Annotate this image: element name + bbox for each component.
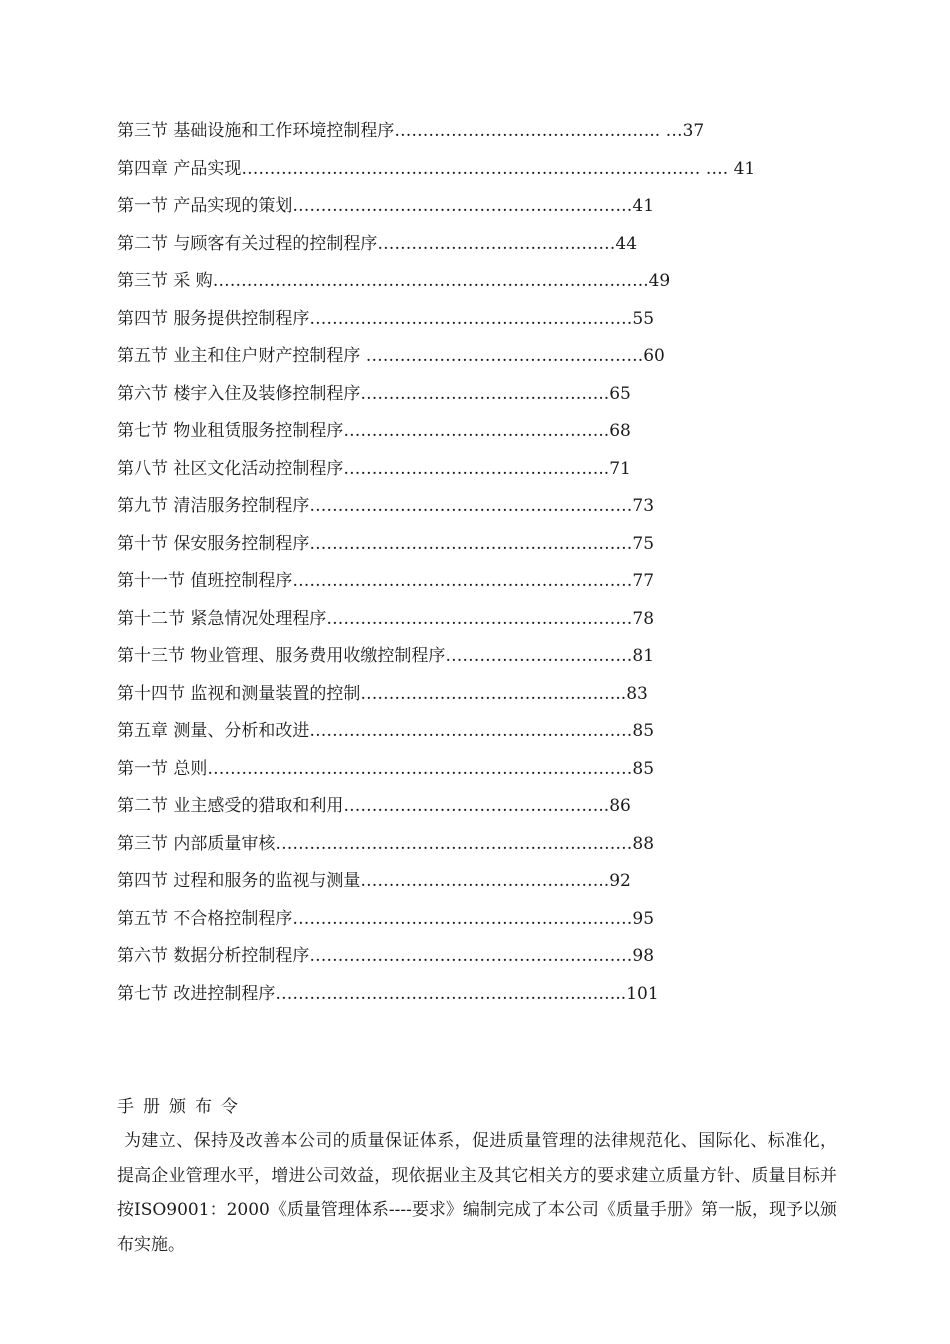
toc-entry: 第三节 基础设施和工作环境控制程序……………………………………….. …37 — [117, 121, 705, 141]
toc-entry: 第七节 改进控制程序……………………………………………………..101 — [117, 983, 659, 1004]
table-of-contents — [117, 113, 837, 1013]
toc-entry: 第一节 产品实现的策划……………………………………………………41 — [117, 196, 655, 216]
toc-entry: 第七节 物业租赁服务控制程序………………………………………..68 — [117, 421, 631, 441]
toc-entry: 第五节 不合格控制程序……………………………………………………95 — [117, 908, 655, 929]
toc-entry: 第六节 楼宇入住及装修控制程序……………………………………..65 — [117, 383, 631, 404]
toc-entry: 第十四节 监视和测量装置的控制………………………………………..83 — [117, 683, 648, 704]
toc-entry: 第四章 产品实现……………………………………………………………………… …. 41 — [117, 158, 756, 179]
decree-body: 为建立、保持及改善本公司的质量保证体系，促进质量管理的法律规范化、国际化、标准化，提高企业管理水平，增进公司效益，现依据业主及其它相关方的要求建立质量方针、质量目标并按ISO9001：2000《质量管理体系----要求》编制完成了本公司《质量手册》第一版，现予以颁布实施。 — [117, 1131, 837, 1255]
toc-entry: 第六节 数据分析控制程序…………………………………………………98 — [117, 946, 655, 966]
toc-entry: 第十三节 物业管理、服务费用收缴控制程序……………………………81 — [117, 646, 655, 666]
toc-entry: 第十二节 紧急情况处理程序………………………………………………78 — [117, 608, 655, 629]
toc-entry: 第九节 清洁服务控制程序…………………………………………………73 — [117, 496, 655, 516]
toc-entry: 第一节 总则…………………………………………………………………85 — [117, 758, 655, 779]
toc-entry: 第四节 服务提供控制程序…………………………………………………55 — [117, 308, 655, 329]
manual-promulgation-decree — [117, 1090, 837, 1262]
toc-entry: 第十节 保安服务控制程序…………………………………………………75 — [117, 533, 655, 554]
toc-entry: 第二节 与顾客有关过程的控制程序……………………………………44 — [117, 233, 638, 254]
toc-entry: 第五节 业主和住户财产控制程序 ………………………………………….60 — [117, 346, 665, 366]
toc-entry: 第八节 社区文化活动控制程序………………………………………..71 — [117, 458, 631, 479]
toc-entry: 第三节 内部质量审核………………………………………………………88 — [117, 833, 655, 854]
toc-entry: 第五章 测量、分析和改进…………………………………………………85 — [117, 721, 655, 741]
toc-entry: 第二节 业主感受的猎取和利用………………………………………..86 — [117, 796, 631, 816]
decree-title: 手册颁布令 — [117, 1097, 247, 1117]
toc-entry: 第三节 采 购…………………………………………………………………..49 — [117, 271, 671, 291]
toc-entry: 第十一节 值班控制程序……………………………………………………77 — [117, 571, 655, 591]
toc-entry: 第四节 过程和服务的监视与测量……………………………………..92 — [117, 871, 631, 891]
